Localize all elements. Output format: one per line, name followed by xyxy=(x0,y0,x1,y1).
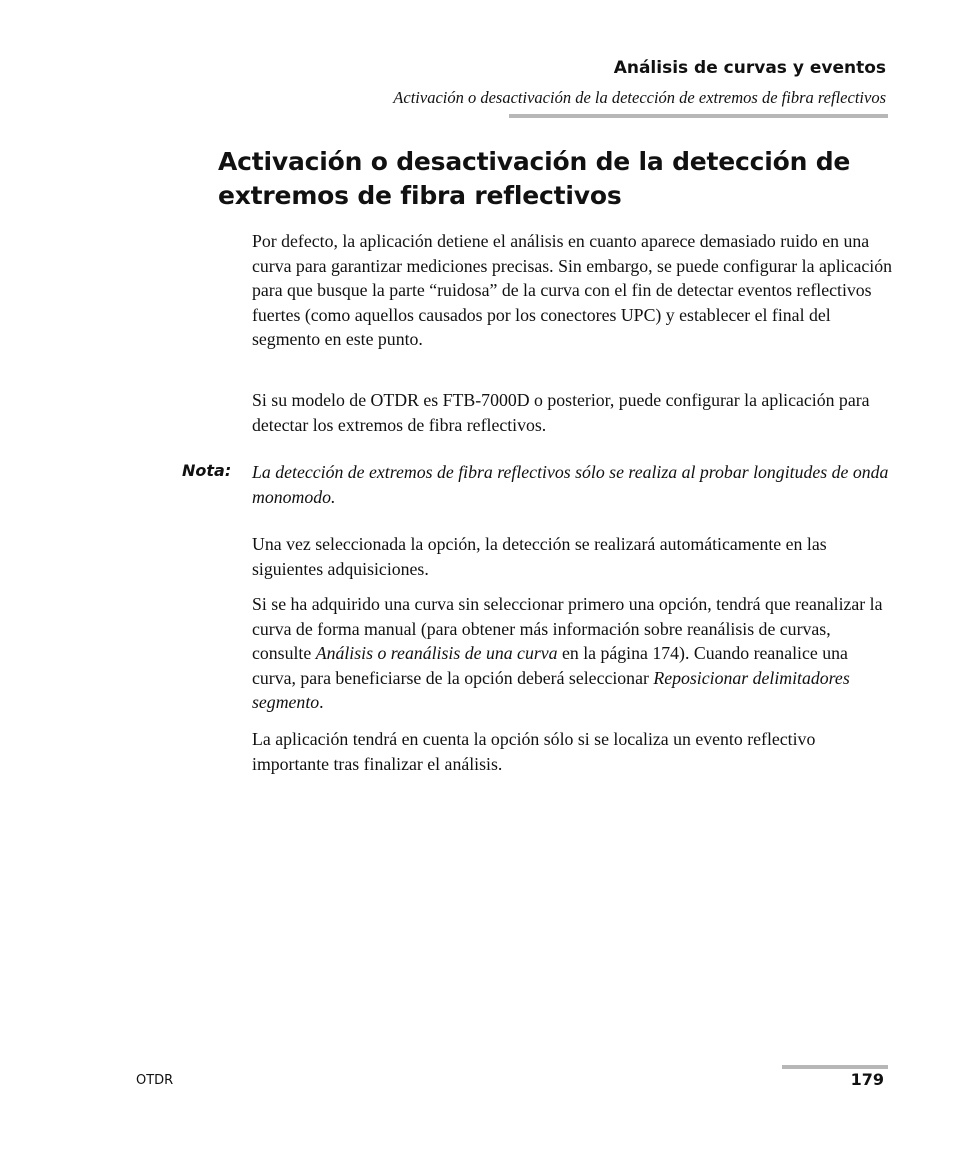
reanalysis-text-end: . xyxy=(319,692,324,713)
note-label: Nota: xyxy=(182,461,232,480)
note-text: La detección de extremos de fibra reflectivos sólo se realiza al probar longitudes de onda monomodo. xyxy=(252,462,889,507)
paragraph-reanalysis xyxy=(252,592,892,715)
paragraph-option-condition: La aplicación tendrá en cuenta la opción sólo si se localiza un evento reflectivo importante tras finalizar el análisis. xyxy=(252,729,816,774)
footer-product-name: OTDR xyxy=(136,1073,174,1088)
header-rule xyxy=(509,114,888,118)
running-header-chapter: Análisis de curvas y eventos xyxy=(613,58,886,78)
footer-rule xyxy=(782,1065,888,1069)
reanalysis-text-start: Si se ha adquirido una curva sin seleccionar primero una opción, tendrá que reanalizar la curva de forma manual (para obtener más información sobre reanálisis de curvas, consulte xyxy=(252,594,883,664)
paragraph-default-behavior: Por defecto, la aplicación detiene el análisis en cuanto aparece demasiado ruido en una curva para garantizar mediciones precisas. Sin embargo, se puede configurar la aplicación para que busque la parte “ruidosa” de la curva con el fin de detectar eventos reflectivos fuertes (como aquellos causados por los conectores UPC) y establecer el final del segmento en este punto. xyxy=(252,231,893,350)
running-header-section: Activación o desactivación de la detección de extremos de fibra reflectivos xyxy=(393,88,886,107)
option-name: Reposicionar delimitadores segmento xyxy=(252,667,850,713)
paragraph-otdr-model: Si su modelo de OTDR es FTB-7000D o posterior, puede configurar la aplicación para detectar los extremos de fibra reflectivos. xyxy=(252,390,870,435)
section-title: Activación o desactivación de la detección de extremos de fibra reflectivos xyxy=(218,147,851,210)
reanalysis-text-middle: en la página 174). Cuando reanalice una curva, para beneficiarse de la opción deberá seleccionar xyxy=(252,643,848,688)
cross-reference-link[interactable]: Análisis o reanálisis de una curva xyxy=(315,643,558,664)
paragraph-automatic-detection: Una vez seleccionada la opción, la detección se realizará automáticamente en las siguientes adquisiciones. xyxy=(252,534,827,579)
page-number: 179 xyxy=(850,1070,884,1089)
